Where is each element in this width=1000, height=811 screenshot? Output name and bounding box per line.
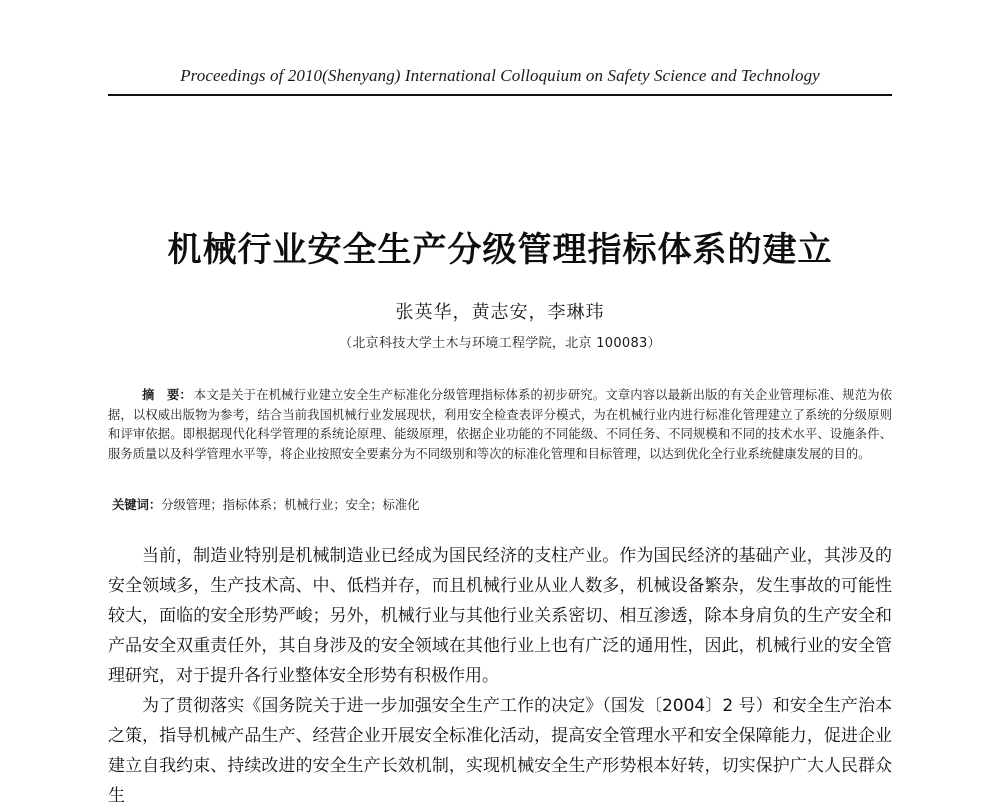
body-paragraph: 为了贯彻落实《国务院关于进一步加强安全生产工作的决定》（国发〔2004〕2 号）和安全生产治本之策，指导机械产品生产、经营企业开展安全标准化活动，提高安全管理水平和安全保障能力，促进企业建立自我约束、持续改进的安全生产长效机制，实现机械安全生产形势根本好转，切实保护广大人民群众生 [108,696,892,806]
keywords-label: 关键词： [112,498,162,512]
abstract [108,386,892,464]
affiliation: （北京科技大学土木与环境工程学院，北京 100083） [339,336,661,351]
abstract-label: 摘 要： [142,388,192,402]
body-paragraph: 当前，制造业特别是机械制造业已经成为国民经济的支柱产业。作为国民经济的基础产业，其涉及的安全领域多，生产技术高、中、低档并存，而且机械行业从业人数多，机械设备繁杂，发生事故的可能性较大，面临的安全形势严峻；另外，机械行业与其他行业关系密切、相互渗透，除本身肩负的生产安全和产品安全双重责任外，其自身涉及的安全领域在其他行业上也有广泛的通用性，因此，机械行业的安全管理研究，对于提升各行业整体安全形势有积极作用。 [108,546,892,686]
running-header: Proceedings of 2010(Shenyang) International Colloquium on Safety Science and Technology [180,66,820,85]
header-rule [108,94,892,96]
abstract-text: 本文是关于在机械行业建立安全生产标准化分级管理指标体系的初步研究。文章内容以最新出版的有关企业管理标准、规范为依据，以权威出版物为参考，结合当前我国机械行业发展现状，利用安全检查表评分模式，为在机械行业内进行标准化管理建立了系统的分级原则和评审依据。即根据现代化科学管理的系统论原理、能级原理，依据企业功能的不同能级、不同任务、不同规模和不同的技术水平、设施条件、服务质量以及科学管理水平等，将企业按照安全要素分为不同级别和等次的标准化管理和目标管理，以达到优化全行业系统健康发展的目的。 [108,388,892,461]
keywords [108,496,892,516]
keywords-text: 分级管理；指标体系；机械行业；安全；标准化 [161,498,420,512]
author-list: 张英华，黄志安，李琳玮 [395,302,605,323]
paper-title: 机械行业安全生产分级管理指标体系的建立 [167,230,833,270]
body-text [108,541,892,811]
